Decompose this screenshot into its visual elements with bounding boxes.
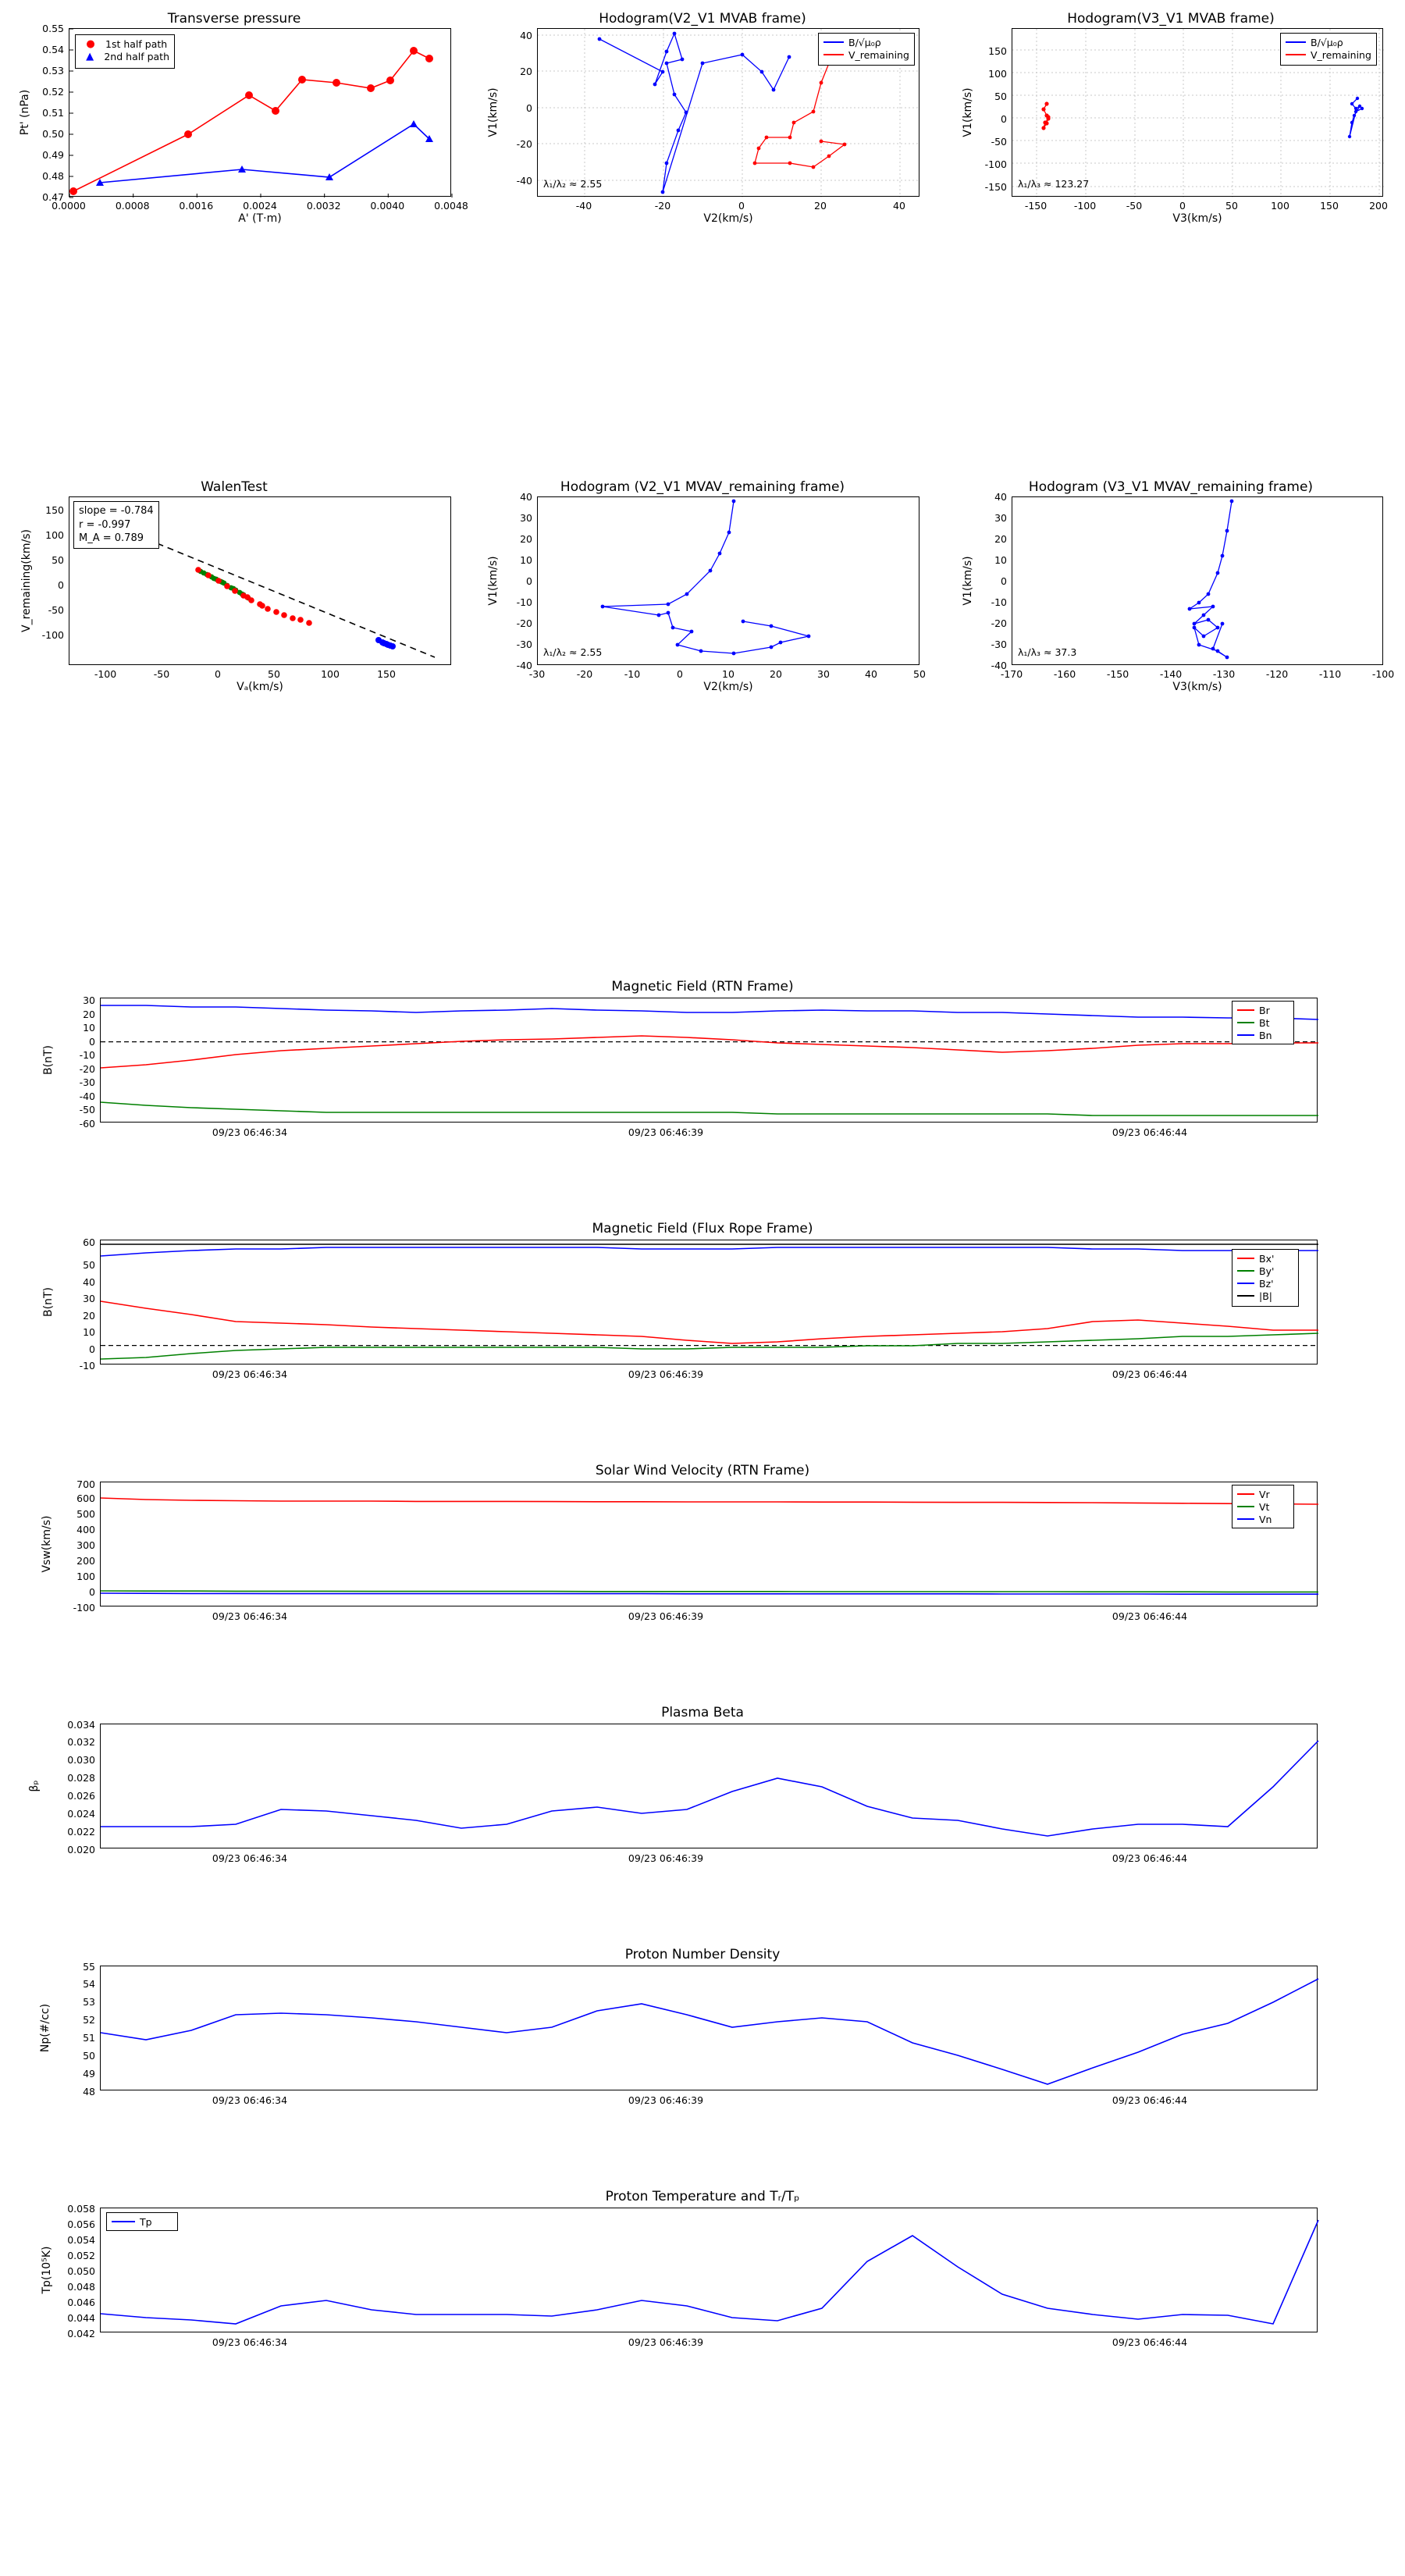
panel-hodogram-v3v1-mvab <box>937 0 1405 226</box>
legend-swatch <box>1286 54 1306 55</box>
ytick: 49 <box>83 2068 95 2080</box>
xtick: -140 <box>1159 668 1183 680</box>
panel-title: Hodogram(V3_V1 MVAB frame) <box>1067 11 1275 27</box>
ytick: 150 <box>988 45 1007 57</box>
ytick: -40 <box>991 660 1007 671</box>
xtick: 0.0040 <box>370 200 405 212</box>
panel-proton-number-density <box>0 1928 1405 2123</box>
ytick: -20 <box>991 617 1007 629</box>
ytick: 30 <box>83 994 95 1006</box>
ytick: 0.54 <box>42 44 64 55</box>
legend-marker-circle: ● <box>86 37 95 50</box>
x-axis-label: V3(km/s) <box>1172 212 1222 225</box>
ytick: 0.49 <box>42 149 64 161</box>
ytick: 40 <box>520 30 532 41</box>
xtick: -10 <box>624 668 641 680</box>
ytick: 30 <box>83 1293 95 1304</box>
legend-label: Bt <box>1259 1016 1270 1029</box>
xtick: 100 <box>1271 200 1289 212</box>
plot-svg <box>101 1240 1318 1365</box>
legend-swatch <box>1237 1295 1254 1297</box>
ytick: -100 <box>41 629 64 641</box>
xtick: -40 <box>575 200 592 212</box>
legend <box>1232 1485 1294 1528</box>
legend <box>1280 33 1377 66</box>
panel-walen-test <box>0 468 468 695</box>
y-axis-label: B(nT) <box>42 1045 55 1075</box>
xtick: -50 <box>1126 200 1143 212</box>
legend-label: Br <box>1259 1004 1270 1016</box>
xtick: 09/23 06:46:34 <box>212 1852 288 1864</box>
xtick: 10 <box>722 668 735 680</box>
xtick: 0 <box>215 668 221 680</box>
panel-hodogram-v2v1-mvab <box>468 0 937 226</box>
xtick: -20 <box>576 668 593 680</box>
xtick: 0.0008 <box>115 200 150 212</box>
ytick: 700 <box>76 1478 95 1490</box>
ytick: 0.030 <box>67 1754 95 1766</box>
xtick: 09/23 06:46:44 <box>1112 2336 1188 2348</box>
ytick: -40 <box>516 175 532 187</box>
ytick: 10 <box>994 554 1007 566</box>
ytick: -20 <box>79 1063 95 1075</box>
legend <box>818 33 915 66</box>
ytick: -10 <box>516 596 532 608</box>
y-axis-label: βₚ <box>28 1780 41 1792</box>
xtick: -20 <box>654 200 671 212</box>
legend-swatch <box>1237 1518 1254 1520</box>
xtick: 50 <box>913 668 926 680</box>
legend-swatch <box>1237 1258 1254 1259</box>
legend-swatch <box>1237 1270 1254 1272</box>
xtick: -150 <box>1106 668 1129 680</box>
xtick: 50 <box>1225 200 1238 212</box>
xtick: 09/23 06:46:34 <box>212 2336 288 2348</box>
plot-area <box>537 496 919 665</box>
y-axis-label: V1(km/s) <box>962 87 974 137</box>
ytick: -10 <box>79 1360 95 1372</box>
ytick: 20 <box>520 66 532 77</box>
ytick: 0.47 <box>42 191 64 203</box>
xtick: 0 <box>1179 200 1186 212</box>
ytick: 0.058 <box>67 2203 95 2215</box>
plot-svg <box>101 998 1318 1123</box>
legend-label: Bz' <box>1259 1277 1274 1290</box>
xtick: 150 <box>377 668 396 680</box>
ytick: 0.056 <box>67 2218 95 2230</box>
ytick: -40 <box>516 660 532 671</box>
ytick: 0 <box>1001 113 1007 125</box>
panel-title: Magnetic Field (Flux Rope Frame) <box>592 1221 813 1236</box>
xtick: 50 <box>268 668 280 680</box>
xtick: -100 <box>1371 668 1395 680</box>
xtick: 30 <box>817 668 830 680</box>
ytick: 0.044 <box>67 2312 95 2324</box>
ytick: 0 <box>89 1586 95 1598</box>
legend-label: Vt <box>1259 1500 1270 1513</box>
xtick: 100 <box>321 668 340 680</box>
legend-label: V_remaining <box>848 48 909 61</box>
ytick: 0 <box>1001 575 1007 587</box>
xtick: -120 <box>1265 668 1289 680</box>
ytick: 0.048 <box>67 2281 95 2293</box>
ytick: 48 <box>83 2086 95 2097</box>
panel-solar-wind-velocity-rtn <box>0 1444 1405 1639</box>
walen-fit-box <box>73 501 159 549</box>
xtick: -110 <box>1318 668 1342 680</box>
y-axis-label: V1(km/s) <box>487 556 500 606</box>
ytick: 30 <box>994 512 1007 524</box>
ytick: 0.55 <box>42 23 64 34</box>
xtick: 09/23 06:46:39 <box>628 1852 704 1864</box>
eigenvalue-ratio-annotation: λ₁/λ₂ ≈ 2.55 <box>543 646 603 658</box>
xtick: -160 <box>1053 668 1076 680</box>
panel-title: Proton Number Density <box>624 1947 781 1962</box>
xtick: 0.0016 <box>179 200 214 212</box>
ytick: 100 <box>76 1571 95 1582</box>
xtick: 09/23 06:46:34 <box>212 1368 288 1380</box>
ytick: 0 <box>58 579 64 591</box>
xtick: -30 <box>528 668 546 680</box>
legend-marker-triangle: ▲ <box>86 50 94 62</box>
xtick: 09/23 06:46:34 <box>212 1126 288 1138</box>
y-axis-label: Np(#/cc) <box>39 2003 52 2053</box>
legend-label: Bx' <box>1259 1252 1275 1265</box>
panel-title: Proton Temperature and Tᵣ/Tₚ <box>605 2189 800 2204</box>
plot-area <box>100 998 1318 1123</box>
ytick: 20 <box>83 1310 95 1322</box>
xtick: 0.0032 <box>306 200 341 212</box>
plot-svg <box>101 1482 1318 1607</box>
panel-proton-temperature <box>0 2170 1405 2365</box>
xtick: 09/23 06:46:39 <box>628 2336 704 2348</box>
ytick: 0.022 <box>67 1826 95 1838</box>
y-axis-label: Vsw(km/s) <box>41 1515 53 1573</box>
ytick: 40 <box>520 491 532 503</box>
plot-svg <box>101 1966 1318 2091</box>
ytick: 100 <box>45 529 64 541</box>
legend <box>106 2212 178 2231</box>
panel-magnetic-field-rtn <box>0 960 1405 1155</box>
eigenvalue-ratio-annotation: λ₁/λ₃ ≈ 37.3 <box>1018 646 1077 658</box>
panel-hodogram-v3v1-mvav <box>937 468 1405 695</box>
ytick: 300 <box>76 1539 95 1551</box>
ytick: 0.042 <box>67 2328 95 2339</box>
ytick: 0.020 <box>67 1844 95 1856</box>
panel-title: Hodogram (V2_V1 MVAV_remaining frame) <box>560 479 845 495</box>
ytick: 0.024 <box>67 1808 95 1820</box>
x-axis-label: V2(km/s) <box>703 681 753 693</box>
ytick: 0.032 <box>67 1736 95 1748</box>
legend-swatch <box>1237 1493 1254 1495</box>
legend-label: 1st half path <box>105 37 168 50</box>
ytick: 0.026 <box>67 1790 95 1802</box>
ytick: 40 <box>83 1276 95 1288</box>
ytick: -30 <box>516 639 532 650</box>
ytick: -40 <box>79 1091 95 1102</box>
ytick: 10 <box>520 554 532 566</box>
ytick: 0.48 <box>42 170 64 182</box>
ytick: 10 <box>83 1326 95 1338</box>
legend-label: |B| <box>1259 1290 1272 1302</box>
plot-area <box>100 1966 1318 2090</box>
xtick: 0.0000 <box>52 200 86 212</box>
xtick: -100 <box>1073 200 1097 212</box>
xtick: 09/23 06:46:34 <box>212 1610 288 1622</box>
panel-title: Hodogram(V2_V1 MVAB frame) <box>599 11 806 27</box>
x-axis-label: A' (T·m) <box>238 212 282 225</box>
ytick: 0.052 <box>67 2250 95 2261</box>
ytick: -150 <box>984 181 1007 193</box>
panel-title: Magnetic Field (RTN Frame) <box>611 979 794 994</box>
plot-area <box>100 1482 1318 1606</box>
legend <box>1232 1249 1299 1307</box>
xtick: 0.0048 <box>434 200 468 212</box>
ytick: 10 <box>83 1022 95 1034</box>
ytick: 30 <box>520 512 532 524</box>
legend-label: Bn <box>1259 1029 1272 1041</box>
ytick: 0 <box>89 1036 95 1048</box>
legend-swatch <box>1237 1506 1254 1507</box>
y-axis-label: Tp(10⁵K) <box>41 2246 53 2294</box>
plot-area <box>100 1724 1318 1848</box>
legend-swatch <box>112 2221 135 2222</box>
fit-r: r = -0.997 <box>79 518 131 531</box>
legend-swatch <box>1237 1009 1254 1011</box>
ytick: 150 <box>45 504 64 516</box>
ytick: 0.050 <box>67 2265 95 2277</box>
eigenvalue-ratio-annotation: λ₁/λ₂ ≈ 2.55 <box>543 178 603 190</box>
ytick: -50 <box>991 136 1007 148</box>
xtick: 09/23 06:46:39 <box>628 1610 704 1622</box>
xtick: -130 <box>1212 668 1236 680</box>
ytick: 0.034 <box>67 1719 95 1731</box>
x-axis-label: Vₐ(km/s) <box>237 681 283 693</box>
xtick: 40 <box>865 668 877 680</box>
ytick: -20 <box>516 138 532 150</box>
ytick: 20 <box>520 533 532 545</box>
ytick: 50 <box>83 1259 95 1271</box>
legend-swatch <box>1237 1022 1254 1023</box>
ytick: 0.054 <box>67 2234 95 2246</box>
plot-svg <box>101 1724 1318 1849</box>
xtick: 200 <box>1369 200 1388 212</box>
legend-label: B/√μ₀ρ <box>848 36 881 48</box>
legend-label: Vr <box>1259 1488 1270 1500</box>
xtick: 09/23 06:46:34 <box>212 2094 288 2106</box>
plot-area <box>1012 496 1383 665</box>
panel-hodogram-v2v1-mvav <box>468 468 937 695</box>
ytick: 50 <box>52 554 64 566</box>
ytick: 60 <box>83 1236 95 1248</box>
ytick: 0.51 <box>42 107 64 119</box>
ytick: 500 <box>76 1508 95 1520</box>
ytick: 0.50 <box>42 128 64 140</box>
ytick: -100 <box>984 158 1007 170</box>
panel-plasma-beta <box>0 1686 1405 1881</box>
ytick: -30 <box>79 1076 95 1088</box>
panel-title: Solar Wind Velocity (RTN Frame) <box>595 1463 810 1478</box>
ytick: -20 <box>516 617 532 629</box>
ytick: -50 <box>79 1104 95 1115</box>
ytick: -60 <box>79 1118 95 1130</box>
ytick: 600 <box>76 1493 95 1504</box>
ytick: 53 <box>83 1996 95 2008</box>
xtick: 09/23 06:46:44 <box>1112 1610 1188 1622</box>
xtick: 09/23 06:46:39 <box>628 1368 704 1380</box>
legend-label: Tp <box>140 2215 152 2228</box>
ytick: -100 <box>73 1602 95 1614</box>
ytick: 0 <box>89 1343 95 1355</box>
ytick: 51 <box>83 2032 95 2044</box>
fit-ma: M_A = 0.789 <box>79 532 144 545</box>
ytick: 20 <box>994 533 1007 545</box>
xtick: -50 <box>153 668 170 680</box>
ytick: 100 <box>988 68 1007 80</box>
ytick: -10 <box>991 596 1007 608</box>
panel-title: Hodogram (V3_V1 MVAV_remaining frame) <box>1028 479 1314 495</box>
ytick: 400 <box>76 1524 95 1535</box>
ytick: 50 <box>83 2050 95 2062</box>
ytick: 0 <box>526 575 532 587</box>
panel-magnetic-field-flux-rope <box>0 1202 1405 1397</box>
ytick: 54 <box>83 1978 95 1990</box>
ytick: 50 <box>994 91 1007 102</box>
panel-title: WalenTest <box>201 479 268 495</box>
y-axis-label: V_remaining(km/s) <box>20 529 33 632</box>
y-axis-label: B(nT) <box>42 1287 55 1317</box>
legend-swatch <box>1237 1034 1254 1036</box>
ytick: 52 <box>83 2014 95 2026</box>
panel-title: Transverse pressure <box>167 11 301 27</box>
xtick: 150 <box>1320 200 1339 212</box>
legend-swatch <box>823 41 844 43</box>
panel-transverse-pressure <box>0 0 468 226</box>
legend-label: 2nd half path <box>104 50 169 62</box>
plot-area <box>100 1240 1318 1364</box>
plot-svg <box>538 497 920 666</box>
x-axis-label: V3(km/s) <box>1172 681 1222 693</box>
xtick: 09/23 06:46:44 <box>1112 1852 1188 1864</box>
ytick: 0 <box>526 102 532 114</box>
ytick: 40 <box>994 491 1007 503</box>
xtick: 09/23 06:46:44 <box>1112 1368 1188 1380</box>
ytick: -50 <box>48 604 64 616</box>
ytick: 0.046 <box>67 2297 95 2308</box>
plot-svg <box>1012 497 1384 666</box>
ytick: -10 <box>79 1049 95 1061</box>
plot-area <box>100 2208 1318 2332</box>
x-axis-label: V2(km/s) <box>703 212 753 225</box>
panel-title: Plasma Beta <box>661 1705 744 1720</box>
legend-label: Vn <box>1259 1513 1272 1525</box>
ytick: 200 <box>76 1555 95 1567</box>
legend-swatch <box>1237 1283 1254 1284</box>
xtick: 40 <box>893 200 905 212</box>
ytick: 20 <box>83 1009 95 1020</box>
xtick: 0.0024 <box>243 200 277 212</box>
eigenvalue-ratio-annotation: λ₁/λ₃ ≈ 123.27 <box>1018 178 1090 190</box>
legend <box>75 34 175 69</box>
legend-swatch <box>823 54 844 55</box>
y-axis-label: V1(km/s) <box>962 556 974 606</box>
legend <box>1232 1001 1294 1044</box>
xtick: 09/23 06:46:44 <box>1112 2094 1188 2106</box>
legend-label: B/√μ₀ρ <box>1311 36 1343 48</box>
legend-swatch <box>1286 41 1306 43</box>
xtick: -170 <box>1000 668 1023 680</box>
xtick: -150 <box>1024 200 1048 212</box>
y-axis-label: Pt' (nPa) <box>19 89 31 136</box>
legend-label: By' <box>1259 1265 1275 1277</box>
xtick: 20 <box>814 200 827 212</box>
legend-label: V_remaining <box>1311 48 1371 61</box>
xtick: 09/23 06:46:44 <box>1112 1126 1188 1138</box>
xtick: 09/23 06:46:39 <box>628 1126 704 1138</box>
xtick: -100 <box>94 668 117 680</box>
ytick: 0.53 <box>42 65 64 76</box>
y-axis-label: V1(km/s) <box>487 87 500 137</box>
xtick: 20 <box>770 668 782 680</box>
ytick: 0.028 <box>67 1772 95 1784</box>
fit-slope: slope = -0.784 <box>79 505 154 517</box>
xtick: 0 <box>677 668 683 680</box>
ytick: 0.52 <box>42 86 64 98</box>
plot-svg <box>101 2208 1318 2333</box>
xtick: 0 <box>738 200 745 212</box>
ytick: 55 <box>83 1961 95 1973</box>
xtick: 09/23 06:46:39 <box>628 2094 704 2106</box>
ytick: -30 <box>991 639 1007 650</box>
